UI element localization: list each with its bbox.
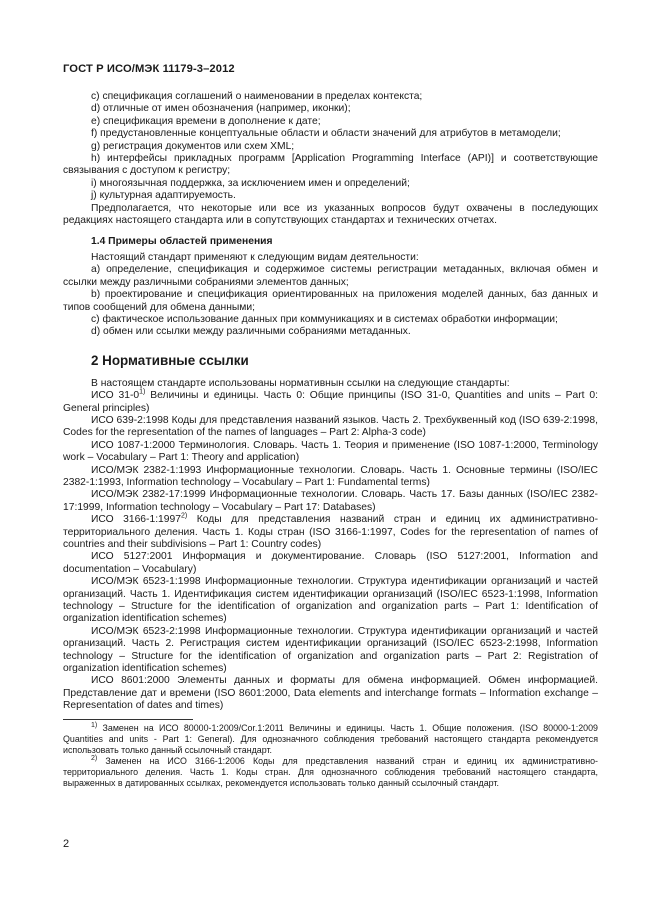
list-item: d) отличные от имен обозначения (например, иконки); — [91, 103, 351, 115]
list-item: i) многоязычная поддержка, за исключением имен и определений; — [91, 177, 410, 189]
list-item: h) интерфейсы прикладных программ [Application Programming Interface (API)] и соответствующие связывания с доступом к регистру; — [63, 153, 598, 177]
list-item: e) спецификация времени в дополнение к дате; — [91, 115, 321, 127]
paragraph: Настоящий стандарт применяют к следующим видам деятельности: — [91, 251, 419, 263]
footnote-text: Заменен на ИСО 3166-1:2006 Коды для представления названий стран и единиц их административно-территориального деления. Часть 1. Коды стран. Для однозначного соблюдения требований настоящего стандарта, выраженных в датированных ссылках, рекомендуется использовать только данный ссылочный стандарт. — [63, 755, 598, 788]
footnote — [63, 723, 598, 756]
reference-entry: ИСО 8601:2000 Элементы данных и форматы для обмена информацией. Обмен информацией. Представление дат и времени (ISO 8601:2000, Data elements and interchange formats – Information exchange – Representation of dates and times) — [63, 675, 598, 712]
footnote-text: Заменен на ИСО 80000-1:2009/Cor.1:2011 Величины и единицы. Часть 1. Общие положения. (ISO 80000-1:2009 Quantities and units - Part 1: General). Для однозначного соблюдения требований настоящего стандарта рекомендуется использовать только данный ссылочный стандарт. — [63, 722, 598, 755]
reference-text: ИСО 31-0 — [91, 390, 140, 402]
list-item: f) предустановленные концептуальные области и области значений для атрибутов в метамодели; — [91, 128, 561, 140]
paragraph: Предполагается, что некоторые или все из указанных вопросов будут охвачены в последующих редакциях настоящего стандарта или в сопутствующих стандартах и технических отчетах. — [63, 202, 598, 227]
reference-entry: ИСО/МЭК 6523-1:1998 Информационные технологии. Структура идентификации организаций и частей организаций. Часть 1. Идентификация систем идентификации организаций (ISO/IEC 6523-1:1998, Information technology – Structure for the identification of organization and organization parts – Part 1: Identification of organization identification schemes) — [63, 576, 598, 625]
footnote-marker: 2) — [91, 754, 98, 762]
reference-text: ИСО 3166-1:1997 — [91, 514, 181, 526]
footnote-marker: 1) — [91, 721, 98, 729]
reference-entry: ИСО/МЭК 2382-17:1999 Информационные технологии. Словарь. Часть 17. Базы данных (ISO/IEC 2382-17:1999, Information technology – Vocabulary – Part 17: Databases) — [63, 489, 598, 513]
section-heading: 2 Нормативные ссылки — [91, 352, 249, 368]
page-content — [63, 91, 598, 789]
reference-entry: ИСО 639-2:1998 Коды для представления названий языков. Часть 2. Трехбуквенный код (ISO 639-2:1998, Codes for the representation of the names of languages – Part 2: Alpha-3 code) — [63, 414, 598, 439]
list-item: c) фактическое использование данных при коммуникациях и в системах обработки информации; — [91, 313, 558, 325]
footnote — [63, 756, 598, 789]
reference-entry: ИСО/МЭК 2382-1:1993 Информационные технологии. Словарь. Часть 1. Основные термины (ISO/IEC 2382-1:1993, Information technology – Vocabulary – Part 1: Fundamental terms) — [63, 464, 598, 488]
reference-entry — [63, 514, 598, 551]
list-item: b) проектирование и спецификация ориентированных на приложения моделей данных, баз данных и типов сообщений для обмена данными; — [63, 289, 598, 313]
reference-entry: ИСО 1087-1:2000 Терминология. Словарь. Часть 1. Теория и применение (ISO 1087-1:2000, Terminology work – Vocabulary – Part 1: Theory and application) — [63, 439, 598, 464]
list-item: j) культурная адаптируемость. — [91, 190, 236, 202]
footnote-marker: 1) — [139, 388, 146, 396]
reference-text: Коды для представления названий стран и единиц их административно-территориального деления. Часть 1. Коды стран (ISO 3166-1:1997, Codes for the representation of names of countries and their subdivisions – Part 1: Country codes) — [63, 514, 599, 550]
reference-entry: ИСО/МЭК 6523-2:1998 Информационные технологии. Структура идентификации организаций и частей организаций. Часть 2. Регистрация систем идентификации организаций (ISO/IEC 6523-2:1998, Information technology – Structure for the identification of organization and organization parts – Part 2: Registration of organization identification schemes) — [63, 625, 598, 675]
paragraph: В настоящем стандарте использованы нормативнын ссылки на следующие стандарты: — [91, 377, 510, 389]
footnote-divider — [63, 719, 193, 720]
subsection-heading: 1.4 Примеры областей применения — [91, 236, 273, 248]
list-item: c) спецификация соглашений о наименовании в пределах контекста; — [91, 91, 423, 102]
list-item: d) обмен или ссылки между различными собраниями метаданных. — [91, 326, 411, 338]
document-header: ГОСТ Р ИСО/МЭК 11179-3–2012 — [63, 63, 235, 75]
list-item: a) определение, спецификация и содержимое системы регистрации метаданных, включая обмен и ссылки между различными собраниями элементов данных; — [63, 264, 598, 288]
reference-text: Величины и единицы. Часть 0: Общие принципы (ISO 31-0, Quantities and units – Part 0: General principles) — [63, 390, 598, 414]
reference-entry: ИСО 5127:2001 Информация и документирование. Словарь (ISO 5127:2001, Information and documentation – Vocabulary) — [63, 551, 598, 575]
reference-entry — [63, 390, 598, 415]
page-number: 2 — [63, 838, 70, 850]
list-item: g) регистрация документов или схем XML; — [91, 140, 295, 152]
footnote-marker: 2) — [180, 512, 188, 520]
